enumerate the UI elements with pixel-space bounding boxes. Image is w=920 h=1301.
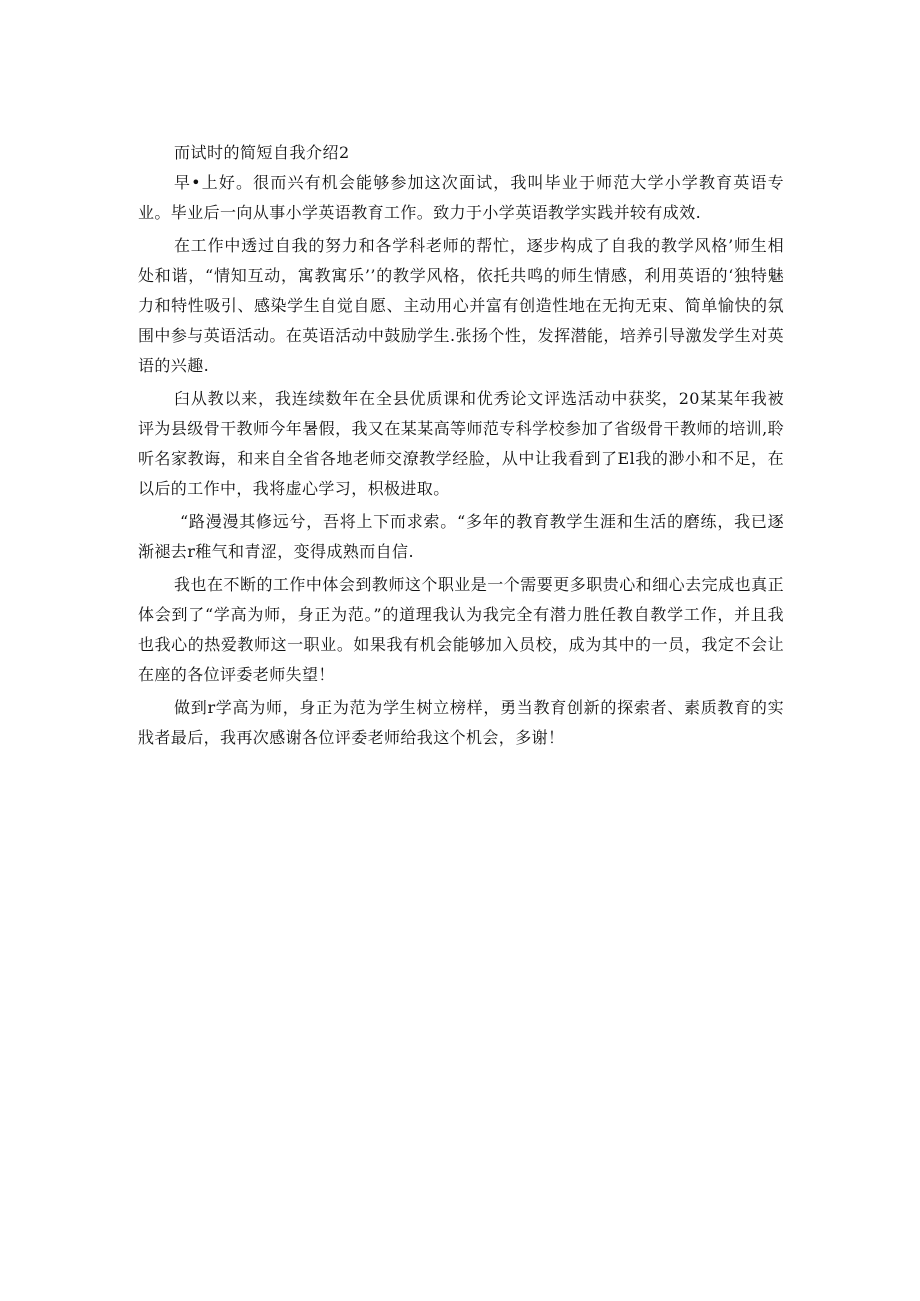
document-page — [138, 140, 784, 756]
paragraph-profession: 我也在不断的工作中体会到教师这个职业是一个需要更多职贵心和细心去完成也真正体会到了“学高为师，身正为范。”的道理我认为我完全有潜力胜任教自教学工作，并且我也我心的热爱教师这一职业。如果我有机会能够加入员校，成为其中的一员，我定不会让在座的各位评委老师失望！ — [138, 575, 784, 684]
paragraph-quote: “路漫漫其修远兮，吾将上下而求索。“多年的教育教学生涯和生活的磨练，我已逐渐褪去r稚气和青涩，变得成熟而自信. — [138, 512, 784, 561]
document-title: 而试时的简短自我介绍2 — [174, 143, 350, 162]
paragraph-teaching-style: 在工作中透过自我的努力和各学科老师的帮忙，逐步构成了自我的教学风格’师生相处和谐，“情知互动，寓教寓乐’’的教学风格，依托共鸣的师生情感，利用英语的‘独特魅力和特性吸引、感染学生自觉自愿、主动用心并富有创造性地在无拘无束、简单愉快的氛围中参与英语活动。在英语活动中鼓励学生.张扬个性，发挥潜能，培养引导激发学生对英语的兴趣. — [138, 236, 784, 375]
paragraph-achievements: 臼从教以来，我连续数年在全县优质课和优秀论文评选活动中获奖，20某某年我被评为县级骨干教师今年暑假，我又在某某高等师范专科学校参加了省级骨干教师的培训,聆听名家教诲，和来自全省各地老师交潦教学经脸，从中让我看到了El我的渺小和不足，在以后的工作中，我将虚心学习，枳极进取。 — [138, 389, 784, 498]
paragraph-closing: 做到r学高为师，身正为范为学生树立榜样，勇当教育创新的探索者、素质教育的实戕者最后，我再次感谢各位评委老师给我这个机会，多谢！ — [138, 698, 784, 747]
paragraph-greeting: 早•上好。很而兴有机会能够参加这次面试，我叫毕业于师范大学小学教育英语专业。毕业后一向从事小学英语教育工作。致力于小学英语教学实践并较有成效. — [138, 173, 784, 222]
